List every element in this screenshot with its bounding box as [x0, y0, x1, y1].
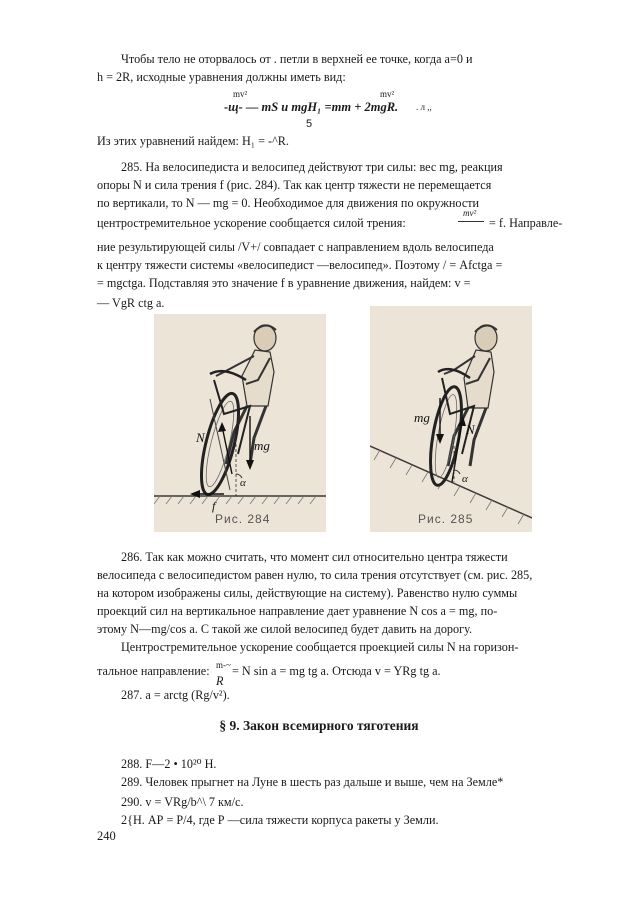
fraction-numerator: mv² [463, 208, 477, 218]
text-line: тальное направление: [97, 664, 210, 678]
fraction-numerator: m-~ [216, 660, 231, 670]
text-line: = f. Направле- [489, 216, 563, 230]
label-alpha: α [462, 473, 468, 485]
text-line: на котором изображены силы, действующие на систему). Равенство нулю суммы [97, 586, 518, 600]
page-number: 240 [97, 829, 116, 843]
equation-subscript: 5 [306, 118, 313, 130]
text-line: h = 2R, исходные уравнения должны иметь вид: [97, 70, 346, 84]
text-line: 286. Так как можно считать, что момент сил относительно центра тяжести [121, 550, 508, 564]
equation-numerator-left: mv² [233, 89, 248, 99]
section-title: § 9. Закон всемирного тяготения [219, 718, 419, 733]
result-line: Из этих уравнений найдем: H₁ = -^R. [97, 134, 289, 148]
label-mg: mg [254, 438, 270, 453]
equation-trail: . л ,, [416, 102, 432, 112]
figure-284-caption: Рис. 284 [215, 512, 271, 526]
text-line: Чтобы тело не оторвалось от . петли в верхней ее точке, когда а=0 и [121, 52, 473, 66]
answer-288: 288. F—2 • 10²⁰ Н. [121, 757, 217, 771]
text-line: = mgctga. Подставляя это значение f в уравнение движения, найдем: v = [97, 276, 471, 290]
label-alpha: α [240, 477, 246, 489]
text-line: к центру тяжести системы «велосипедист —велосипед». Поэтому / = Afctga = [97, 258, 503, 272]
label-N: N [196, 430, 205, 445]
equation-main: -щ- — mS и mgH₁ =mm + 2mgR. [224, 100, 399, 114]
label-f: f [212, 499, 216, 513]
label-mg: mg [414, 410, 430, 425]
answer-289: 289. Человек прыгнет на Луне в шесть раз дальше и выше, чем на Земле* [121, 775, 504, 789]
fraction-bar [458, 221, 484, 222]
figure-284 [154, 314, 326, 532]
answer-290: 290. v = VRg/b^\ 7 км/с. [121, 795, 244, 809]
text-line: этому N—mg/cos a. С такой же силой велосипед будет давить на дорогу. [97, 622, 473, 636]
text-line: велосипеда с велосипедистом равен нулю, то сила трения отсутствует (см. рис. 285, [97, 568, 533, 582]
text-line: центростремительное ускорение сообщается силой трения: [97, 216, 406, 230]
answer-287: 287. a = arctg (Rg/v²). [121, 688, 230, 702]
text-line: — VgR ctg a. [97, 296, 165, 310]
fraction-denominator: R [216, 674, 224, 688]
text-line: = N sin a = mg tg a. Отсюда v = YRg tg a. [232, 664, 441, 678]
figure-285-caption: Рис. 285 [418, 512, 474, 526]
answer-291: 2{Н. АР = Р/4, где Р —сила тяжести корпуса ракеты у Земли. [121, 813, 439, 827]
text-line: проекций сил на вертикальное направление дает уравнение N cos a = mg, по- [97, 604, 498, 618]
text-line: ние результирующей силы /V+/ совпадает с направлением вдоль велосипеда [97, 240, 494, 254]
text-line: 285. На велосипедиста и велосипед действуют три силы: вес mg, реакция [121, 160, 503, 174]
text-line: по вертикали, то N — mg = 0. Необходимое для движения по окружности [97, 196, 480, 210]
text-line: Центростремительное ускорение сообщается проекцией силы N на горизон- [121, 640, 519, 654]
figure-285 [370, 306, 532, 532]
label-N: N [466, 422, 475, 437]
equation-numerator-right: mv² [380, 89, 395, 99]
text-line: опоры N и сила трения f (рис. 284). Так как центр тяжести не перемещается [97, 178, 492, 192]
